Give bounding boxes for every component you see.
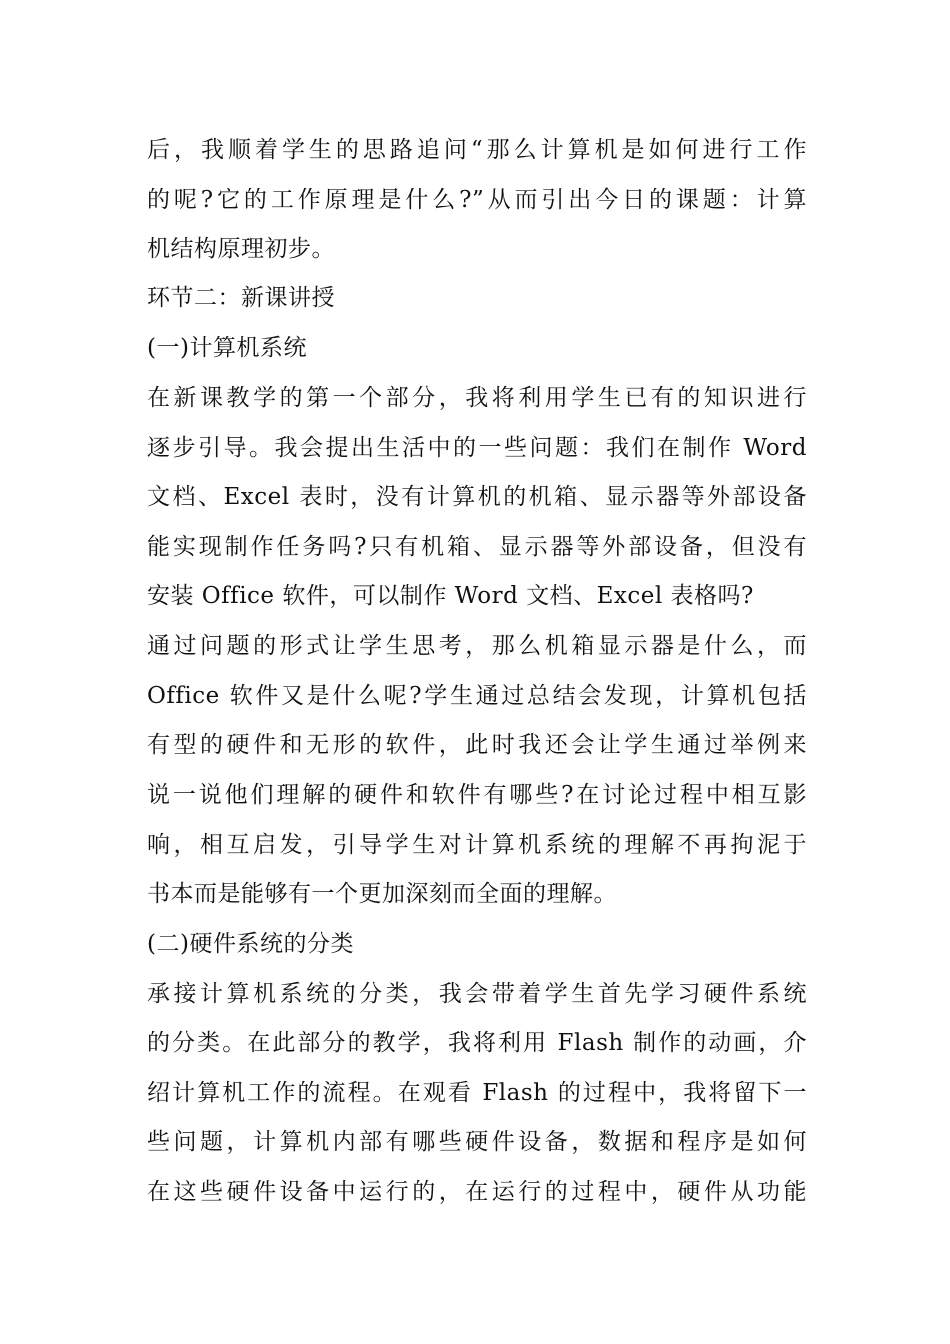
text-line: 通过问题的形式让学生思考，那么机箱显示器是什么，而 (147, 633, 807, 659)
text-line: 在新课教学的第一个部分，我将利用学生已有的知识进行 (147, 385, 807, 411)
text-line: 后，我顺着学生的思路追问“那么计算机是如何进行工作 (147, 137, 807, 163)
text-line: 机结构原理初步。 (147, 236, 335, 262)
text-line: 的分类。在此部分的教学，我将利用 Flash 制作的动画，介 (147, 1030, 807, 1056)
text-line: 在这些硬件设备中运行的，在运行的过程中，硬件从功能 (147, 1179, 807, 1205)
text-line: 安装 Office 软件，可以制作 Word 文档、Excel 表格吗? (147, 583, 754, 609)
subsection-heading: (一)计算机系统 (147, 335, 307, 361)
text-line: 承接计算机系统的分类，我会带着学生首先学习硬件系统 (147, 981, 807, 1007)
text-line: 能实现制作任务吗?只有机箱、显示器等外部设备，但没有 (147, 534, 807, 560)
text-line: Office 软件又是什么呢?学生通过总结会发现，计算机包括 (147, 683, 807, 709)
text-line: 说一说他们理解的硬件和软件有哪些?在讨论过程中相互影 (147, 782, 807, 808)
text-line: 文档、Excel 表时，没有计算机的机箱、显示器等外部设备 (147, 484, 807, 510)
text-line: 的呢?它的工作原理是什么?”从而引出今日的课题：计算 (147, 187, 807, 213)
text-line: 逐步引导。我会提出生活中的一些问题：我们在制作 Word (147, 435, 807, 461)
text-line: 有型的硬件和无形的软件，此时我还会让学生通过举例来 (147, 732, 807, 758)
text-line: 绍计算机工作的流程。在观看 Flash 的过程中，我将留下一 (147, 1080, 807, 1106)
text-line: 些问题，计算机内部有哪些硬件设备，数据和程序是如何 (147, 1129, 807, 1155)
text-line: 响，相互启发，引导学生对计算机系统的理解不再拘泥于 (147, 832, 807, 858)
section-heading: 环节二：新课讲授 (147, 285, 335, 311)
text-line: 书本而是能够有一个更加深刻而全面的理解。 (147, 881, 617, 907)
subsection-heading: (二)硬件系统的分类 (147, 931, 354, 957)
